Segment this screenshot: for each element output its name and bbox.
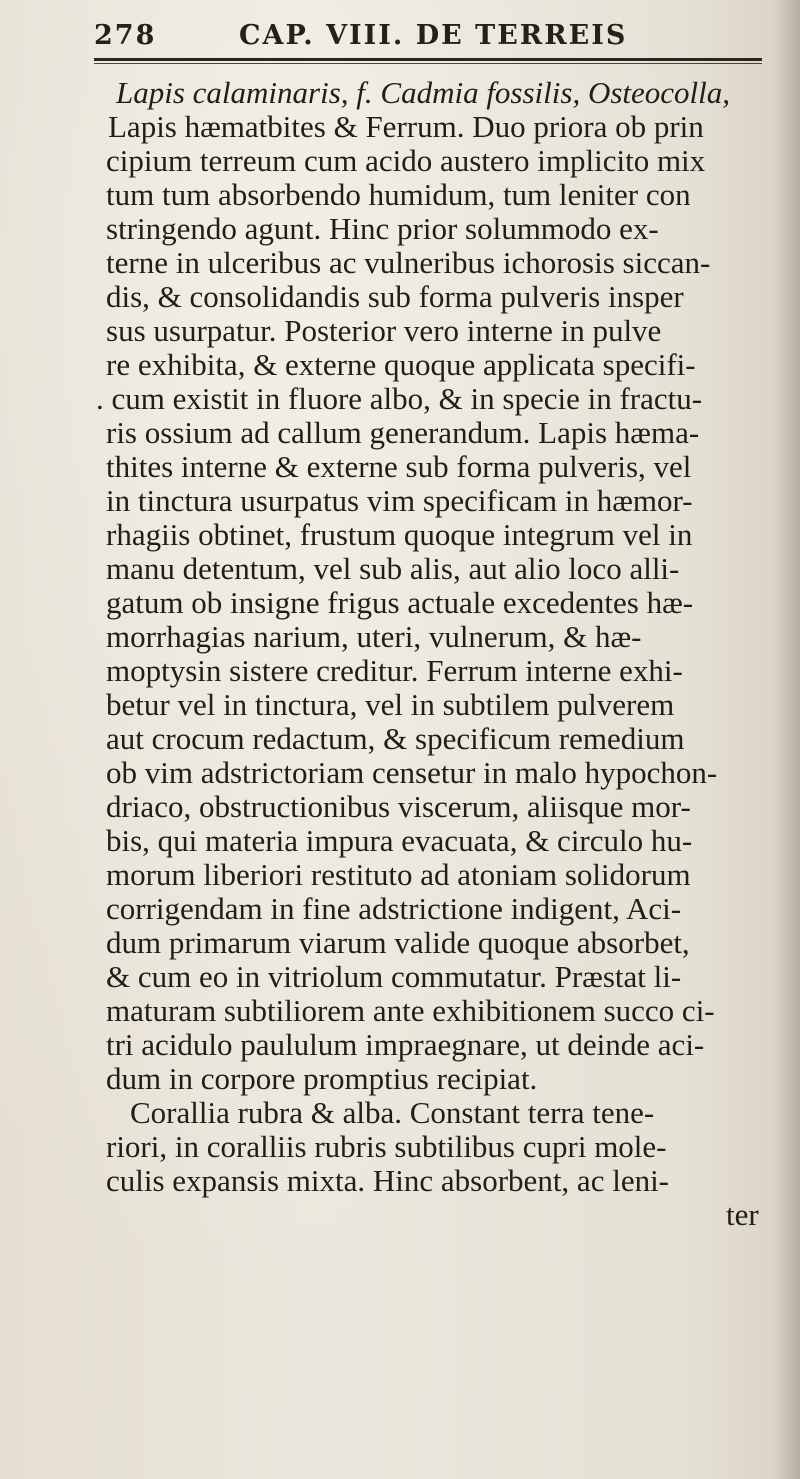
text-line: dum primarum viarum valide quoque absorbet, [106,925,690,960]
text-line: betur vel in tinctura, vel in subtilem pulverem [106,687,675,722]
text-line: Lapis calaminaris, f. Cadmia fossilis, Osteocolla, [116,75,731,110]
text-line: in tinctura usurpatus vim specificam in hæmor- [106,483,693,518]
text-line: dis, & consolidandis sub forma pulveris insper [106,279,684,314]
text-line: morum liberiori restituto ad atoniam solidorum [106,857,691,892]
text-line: dum in corpore promptius recipiat. [106,1061,538,1096]
text-line: moptysin sistere creditur. Ferrum interne exhi- [106,653,683,688]
text-line: corrigendam in fine adstrictione indigent, Aci- [106,891,682,926]
text-line: thites interne & externe sub forma pulveris, vel [106,449,692,484]
text-line: riori, in coralliis rubris subtilibus cupri mole- [106,1129,667,1164]
text-line: aut crocum redactum, & specificum remedium [106,721,685,756]
text-line: manu detentum, vel sub alis, aut alio loco alli- [106,551,680,586]
text-line: culis expansis mixta. Hinc absorbent, ac leni- [106,1163,670,1198]
text-line: tri acidulo paululum impraegnare, ut deinde aci- [106,1027,705,1062]
text-line: rhagiis obtinet, frustum quoque integrum vel in [106,517,693,552]
text-line: ter [726,1197,759,1232]
text-line: bis, qui materia impura evacuata, & circulo hu- [106,823,693,858]
text-line: driaco, obstructionibus viscerum, aliisque mor- [106,789,691,824]
text-line: . cum existit in fluore albo, & in specie in fractu- [96,381,703,416]
page-number: 278 [94,20,157,51]
text-line: ris ossium ad callum generandum. Lapis hæma- [106,415,700,450]
running-head: CAP. VIII. DE TERREIS [239,20,628,51]
text-line: stringendo agunt. Hinc prior solummodo ex- [106,211,659,246]
text-line: gatum ob insigne frigus actuale excedentes hæ- [106,585,694,620]
text-line: terne in ulceribus ac vulneribus ichorosis siccan- [106,245,711,280]
text-line: cipium terreum cum acido austero implicito mix [106,143,706,178]
text-line: Lapis hæmatbites & Ferrum. Duo priora ob prin [108,109,704,144]
text-line: Corallia rubra & alba. Constant terra tene- [130,1095,655,1130]
text-line: morrhagias narium, uteri, vulnerum, & hæ- [106,619,642,654]
text-line: sus usurpatur. Posterior vero interne in pulve [106,313,662,348]
text-line: maturam subtiliorem ante exhibitionem succo ci- [106,993,715,1028]
text-line: & cum eo in vitriolum commutatur. Præstat li- [106,959,682,994]
text-line: tum tum absorbendo humidum, tum leniter con [106,177,691,212]
text-line: re exhibita, & externe quoque applicata specifi- [106,347,696,382]
text-line: ob vim adstrictoriam censetur in malo hypochon- [106,755,718,790]
